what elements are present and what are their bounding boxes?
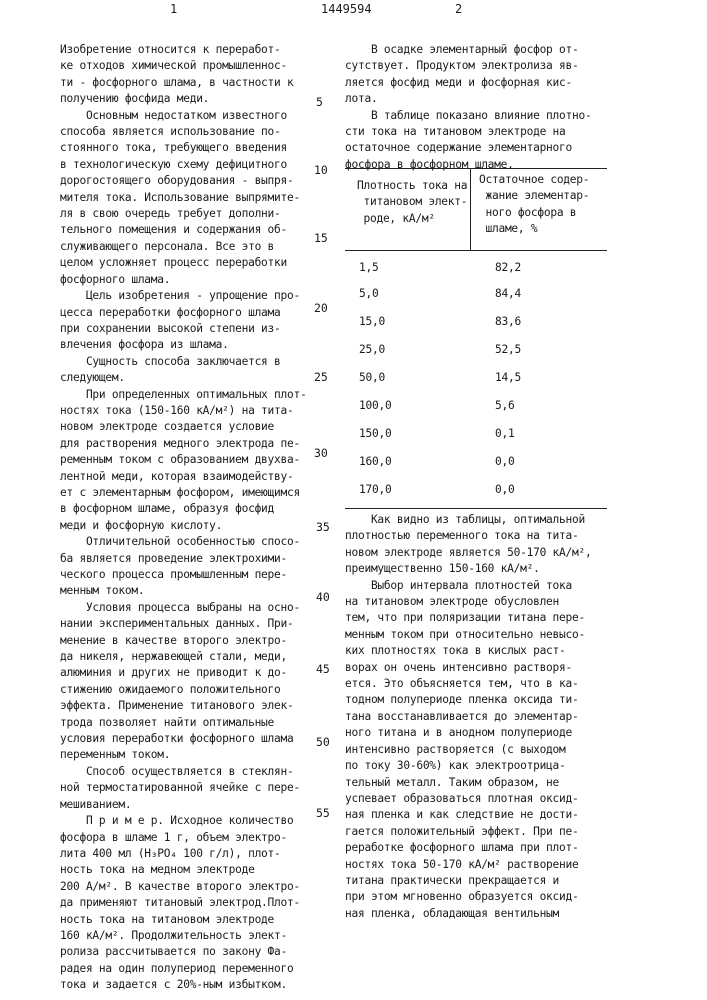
line-number: 45 xyxy=(316,662,330,676)
table-row xyxy=(345,454,607,470)
text-line: эффекта. Применение титанового элек- xyxy=(60,699,294,713)
text-line: мителя тока. Использование выпрямите- xyxy=(60,190,300,204)
line-number: 15 xyxy=(314,231,328,245)
text-line: преимущественно 150-160 кА/м². xyxy=(345,562,540,576)
text-line: для растворения медного электрода пе- xyxy=(60,436,300,450)
text-line: остаточное содержание элементарного xyxy=(345,141,572,155)
text-line: новом электроде создается условие xyxy=(60,420,275,434)
text-line: целом усложняет процесс переработки xyxy=(60,256,287,270)
text-line: сутствует. Продуктом электролиза яв- xyxy=(345,59,579,73)
text-line: ля в свою очередь требует дополни- xyxy=(60,207,281,221)
text-line: стоянного тока, требующего введения xyxy=(60,141,287,155)
table-row xyxy=(345,370,607,386)
text-line: трода позволяет найти оптимальные xyxy=(60,715,275,729)
line-number: 25 xyxy=(314,370,328,384)
text-line: ба является проведение электрохими- xyxy=(60,551,287,565)
text-line: тельный металл. Таким образом, не xyxy=(345,775,560,789)
table-row xyxy=(345,314,607,330)
table-row xyxy=(345,398,607,414)
text-line: влечения фосфора из шлама. xyxy=(60,338,229,352)
text-line: на титановом электроде обусловлен xyxy=(345,595,560,609)
residual-cell: 83,6 xyxy=(495,315,521,328)
text-line: переменным током. xyxy=(60,748,171,762)
text-line: новом электроде является 50-170 кА/м², xyxy=(345,545,592,559)
text-line: радея на один полупериод переменного xyxy=(60,961,294,975)
text-line: В осадке элементарный фосфор от- xyxy=(345,43,579,56)
text-line: ческого процесса промышленным пере- xyxy=(60,568,287,581)
text-line: 200 А/м². В качестве второго электро- xyxy=(60,879,300,893)
text-line: ного титана и в анодном полупериоде xyxy=(345,726,572,740)
residual-cell: 52,5 xyxy=(495,343,521,356)
text-line: дорогостоящего оборудования - выпря- xyxy=(60,174,294,188)
text-line: интенсивно растворяется (с выходом xyxy=(345,742,566,756)
table-header-residual: Остаточное содер- жание элементар- ного фосфора в шламе, % xyxy=(479,173,590,236)
residual-cell: 0,1 xyxy=(495,427,515,440)
table-row xyxy=(345,482,607,498)
text-line: Основным недостатком известного xyxy=(60,108,287,122)
text-line: нании экспериментальных данных. При- xyxy=(60,617,294,631)
text-line: реработке фосфорного шлама при плот- xyxy=(345,841,579,855)
text-line: тодном полупериоде пленка оксида ти- xyxy=(345,693,579,707)
line-number: 20 xyxy=(314,301,328,315)
residual-cell: 84,4 xyxy=(495,287,521,300)
text-line: при этом мгновенно образуется оксид- xyxy=(345,890,579,904)
text-line: ролиза рассчитывается по закону Фа- xyxy=(60,945,287,959)
text-line: ная пленка, обладающая вентильным xyxy=(345,906,560,920)
residual-cell: 82,2 xyxy=(495,261,521,274)
text-line: Условия процесса выбраны на осно- xyxy=(60,600,300,614)
text-line: менным током при относительно невысо- xyxy=(345,627,585,641)
text-line: ется. Это объясняется тем, что в ка- xyxy=(345,677,579,691)
density-cell: 5,0 xyxy=(359,287,379,300)
line-number: 5 xyxy=(316,95,323,109)
table-header-density: Плотность тока на титановом элект- роде, кА/м² xyxy=(357,179,468,225)
text-line: тока и задается с 20%-ным избытком. xyxy=(60,978,287,992)
text-line: фосфора в фосфорном шламе. xyxy=(345,157,514,171)
density-cell: 150,0 xyxy=(359,427,392,440)
density-cell: 100,0 xyxy=(359,399,392,412)
text-line: ке отходов химической промышленнос- xyxy=(60,59,287,73)
text-line: да применяют титановый электрод.Плот- xyxy=(60,896,300,910)
text-line: 160 кА/м². Продолжительность элект- xyxy=(60,928,287,942)
text-line: При определенных оптимальных плот- xyxy=(60,387,307,401)
density-cell: 25,0 xyxy=(359,343,385,356)
text-line: ной термостатированной ячейке с пере- xyxy=(60,781,300,795)
text-line: фосфорного шлама. xyxy=(60,272,171,286)
text-line: Изобретение относится к переработ- xyxy=(60,43,281,56)
text-line: следующем. xyxy=(60,371,125,385)
text-line: Отличительной особенностью спосо- xyxy=(60,535,300,549)
text-line: мешиванием. xyxy=(60,797,132,811)
text-line: сти тока на титановом электроде на xyxy=(345,125,566,139)
text-line: В таблице показано влияние плотно- xyxy=(345,108,592,122)
table-row xyxy=(345,260,607,276)
text-line: ти - фосфорного шлама, в частности к xyxy=(60,75,294,89)
residual-cell: 0,0 xyxy=(495,483,515,496)
text-line: лота. xyxy=(345,92,378,106)
text-line: Цель изобретения - упрощение про- xyxy=(60,289,300,303)
text-line: ностях тока 50-170 кА/м² растворение xyxy=(345,857,579,871)
text-line: ременным током с образованием двухва- xyxy=(60,453,300,467)
text-line: тельного помещения и содержания об- xyxy=(60,223,287,237)
density-cell: 1,5 xyxy=(359,261,379,274)
text-line: успевает образоваться плотная оксид- xyxy=(345,791,579,805)
text-line: Способ осуществляется в стеклян- xyxy=(60,764,294,778)
text-line: по току 30-60%) как электроотрица- xyxy=(345,759,566,773)
text-line: П р и м е р. Исходное количество xyxy=(60,814,294,828)
text-line: менным током. xyxy=(60,584,145,598)
text-line: плотностью переменного тока на тита- xyxy=(345,529,579,543)
text-line: ность тока на медном электроде xyxy=(60,863,255,877)
page-number-right: 2 xyxy=(455,2,463,16)
line-number: 10 xyxy=(314,163,328,177)
line-number: 40 xyxy=(316,590,330,604)
left-column-text xyxy=(60,42,306,994)
text-line: условия переработки фосфорного шлама xyxy=(60,732,294,746)
density-cell: 170,0 xyxy=(359,483,392,496)
text-line: ностях тока (150-160 кА/м²) на тита- xyxy=(60,403,294,417)
table-row xyxy=(345,286,607,302)
residual-cell: 0,0 xyxy=(495,455,515,468)
text-line: ляется фосфид меди и фосфорная кис- xyxy=(345,75,572,89)
text-line: в фосфорном шламе, образуя фосфид xyxy=(60,502,275,516)
density-cell: 50,0 xyxy=(359,371,385,384)
text-line: менение в качестве второго электро- xyxy=(60,633,287,647)
text-line: меди и фосфорную кислоту. xyxy=(60,518,223,532)
text-line: алюминия и других не приводит к до- xyxy=(60,666,287,680)
text-line: цесса переработки фосфорного шлама xyxy=(60,305,281,319)
text-line: при сохранении высокой степени из- xyxy=(60,321,281,335)
text-line: тана восстанавливается до элементар- xyxy=(345,709,579,723)
text-line: да никеля, нержавеющей стали, меди, xyxy=(60,650,287,664)
text-line: фосфора в шламе 1 г, объем электро- xyxy=(60,830,287,844)
right-column-conclusion xyxy=(345,512,591,922)
text-line: ет с элементарным фосфором, имеющимся xyxy=(60,485,300,499)
residual-cell: 14,5 xyxy=(495,371,521,384)
text-line: ворах он очень интенсивно растворя- xyxy=(345,660,572,674)
text-line: тем, что при поляризации титана пере- xyxy=(345,611,585,625)
line-number: 55 xyxy=(316,806,330,820)
text-line: Как видно из таблицы, оптимальной xyxy=(345,513,585,526)
text-line: лита 400 мл (H₃PO₄ 100 г/л), плот- xyxy=(60,846,281,860)
page-number-left: 1 xyxy=(170,2,178,16)
text-line: лентной меди, которая взаимодейству- xyxy=(60,469,294,483)
table-row xyxy=(345,426,607,442)
line-number: 50 xyxy=(316,735,330,749)
text-line: служивающего персонала. Все это в xyxy=(60,239,275,253)
text-line: получению фосфида меди. xyxy=(60,92,210,106)
text-line: ность тока на титановом электроде xyxy=(60,912,275,926)
density-cell: 160,0 xyxy=(359,455,392,468)
text-line: Сущность способа заключается в xyxy=(60,354,281,368)
right-column-intro xyxy=(345,42,591,173)
text-line: в технологическую схему дефицитного xyxy=(60,157,287,171)
text-line: гается положительный эффект. При пе- xyxy=(345,824,579,838)
patent-number: 1449594 xyxy=(321,2,372,16)
text-line: ких плотностях тока в кислых раст- xyxy=(345,644,566,658)
residual-cell: 5,6 xyxy=(495,399,515,412)
text-line: Выбор интервала плотностей тока xyxy=(345,578,572,592)
line-number: 30 xyxy=(314,446,328,460)
line-number: 35 xyxy=(316,520,330,534)
text-line: титана практически прекращается и xyxy=(345,873,560,887)
text-line: способа является использование по- xyxy=(60,125,281,139)
density-cell: 15,0 xyxy=(359,315,385,328)
text-line: стижению ожидаемого положительного xyxy=(60,682,281,696)
text-line: ная пленка и как следствие не дости- xyxy=(345,808,579,822)
table-row xyxy=(345,342,607,358)
